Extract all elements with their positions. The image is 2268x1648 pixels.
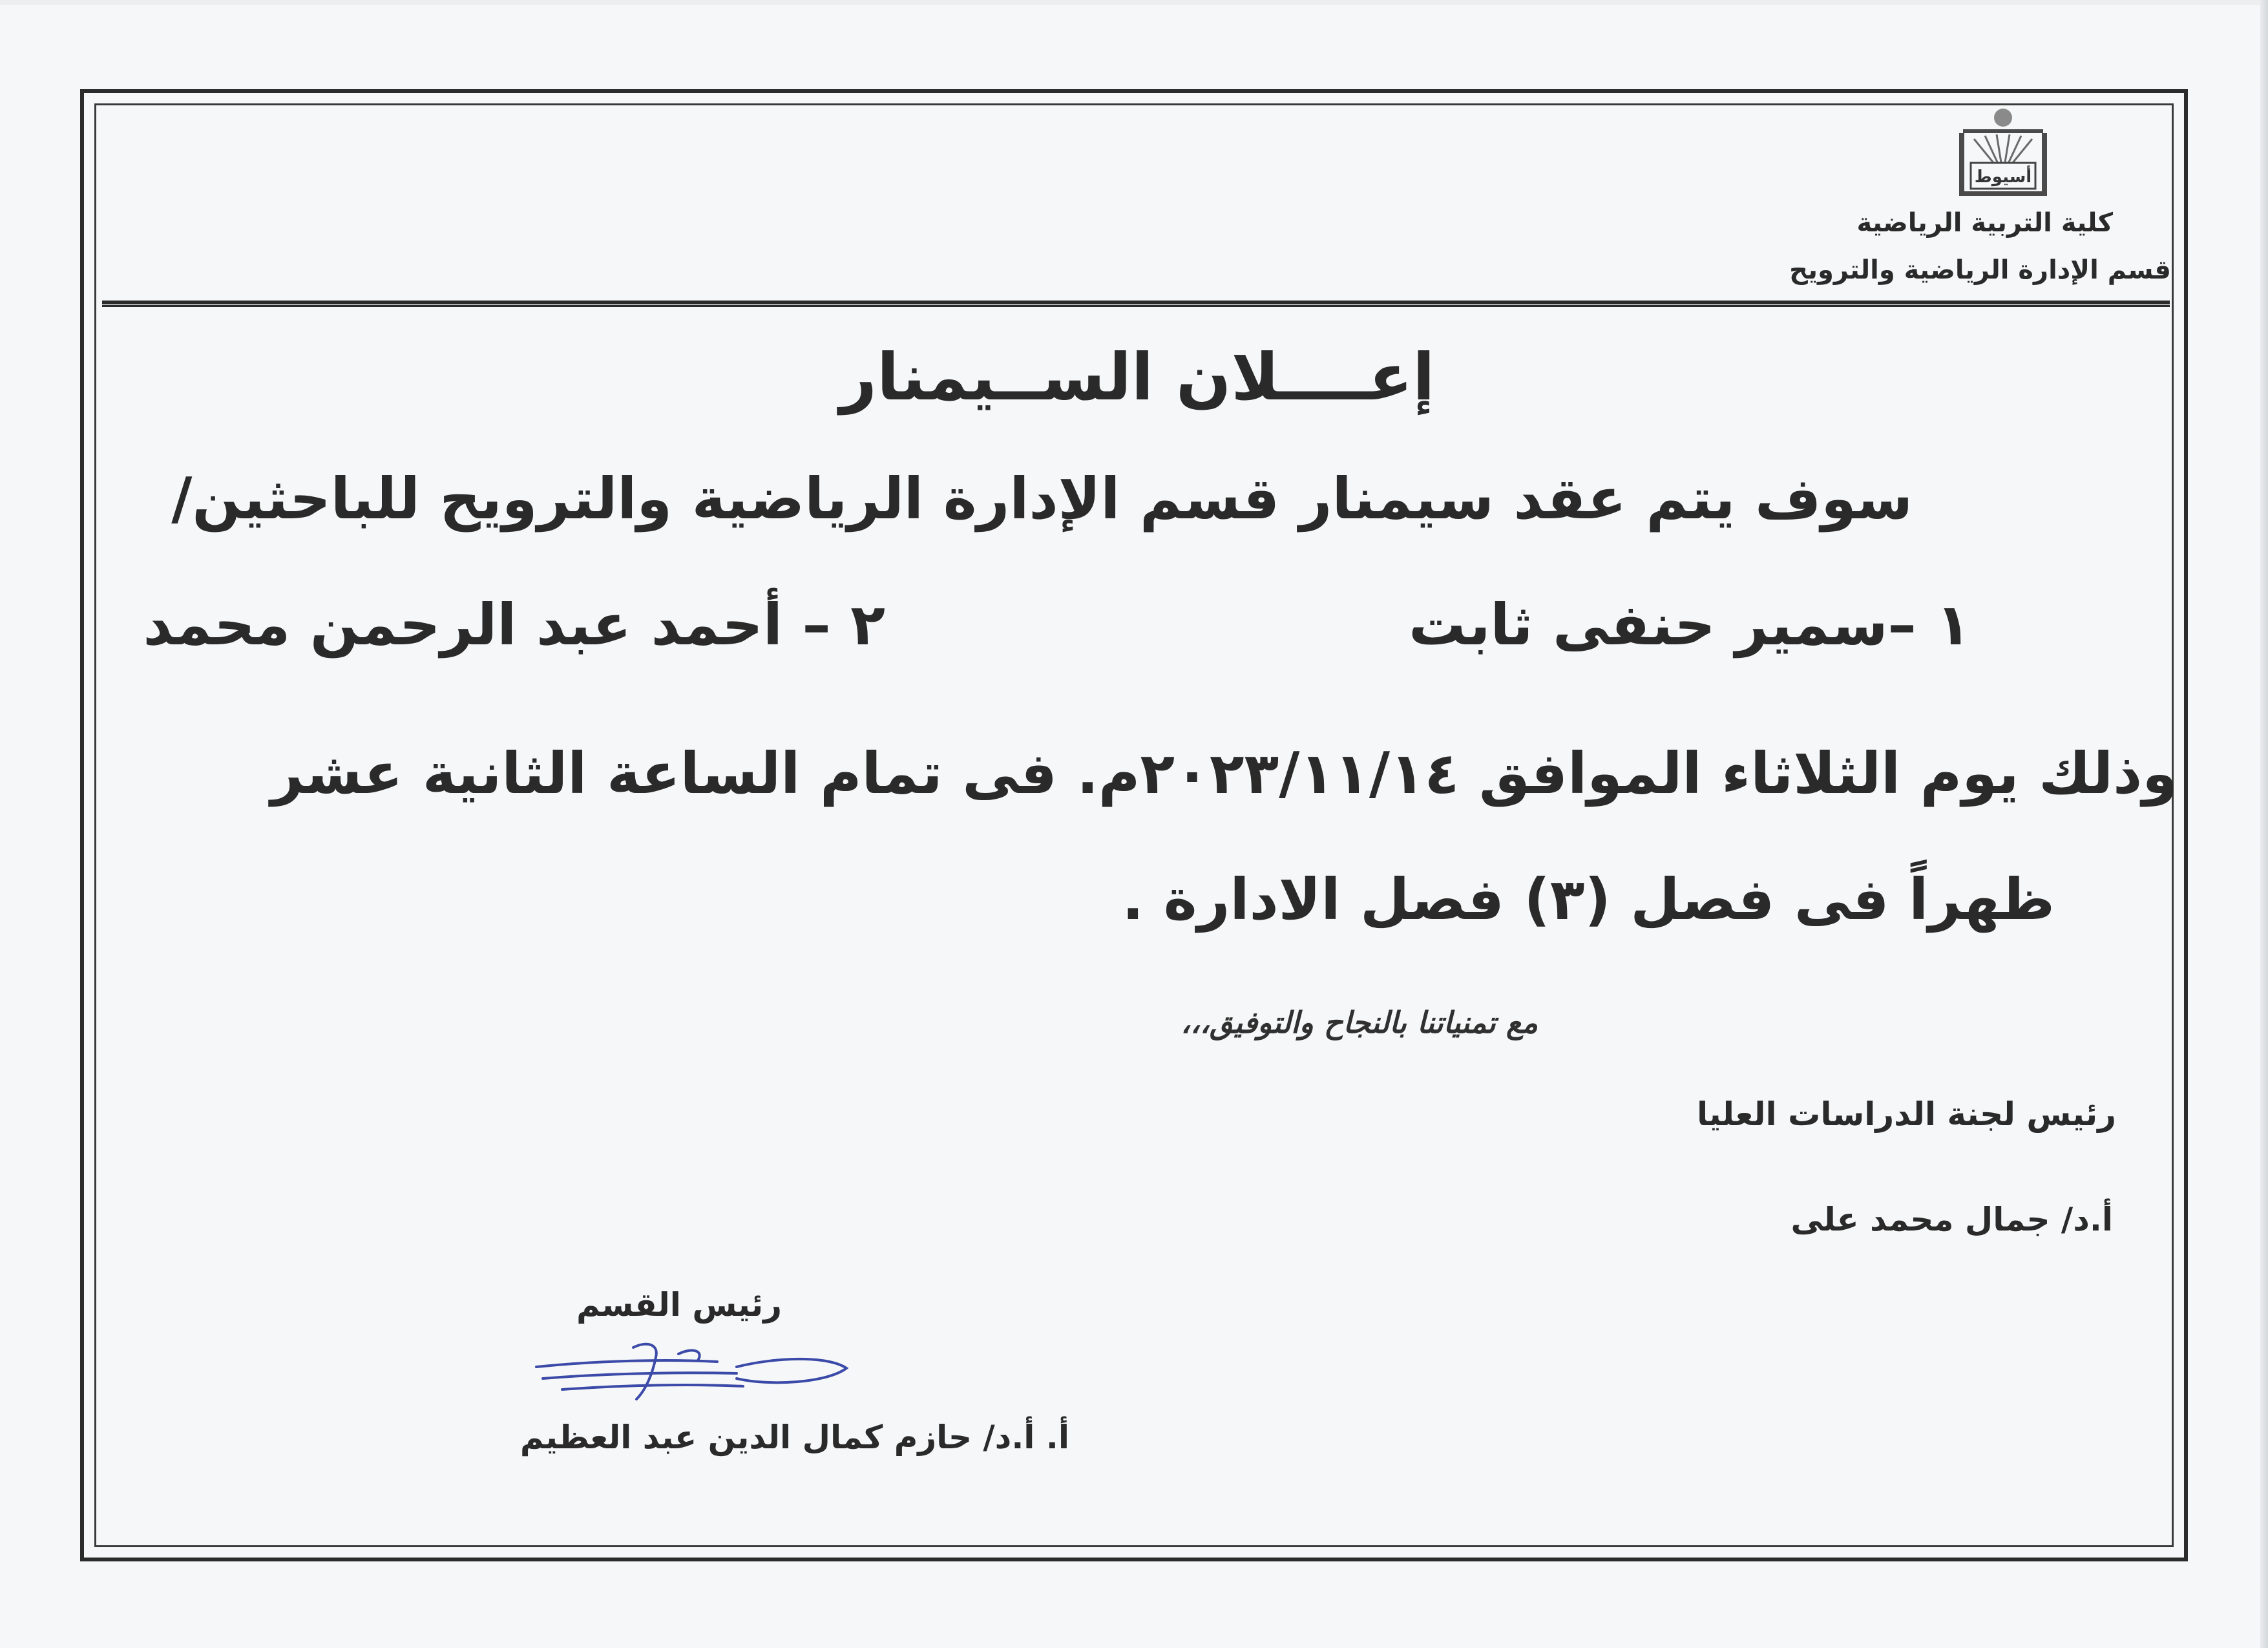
schedule-line-2: ظهراً فى فصل (٣) فصل الادارة . (1122, 866, 2055, 933)
svg-text:أسيوط: أسيوط (1974, 167, 2032, 187)
researcher-1: ١ –سمير حنفى ثابت (1409, 591, 1971, 658)
department-head-title: رئيس القسم (576, 1286, 782, 1324)
handwritten-signature (523, 1322, 859, 1412)
committee-chair-name: أ.د/ جمال محمد على (1790, 1201, 2113, 1238)
wishes-line: مع تمنياتنا بالنجاح والتوفيق،،، (1181, 1005, 1538, 1040)
intro-line: سوف يتم عقد سيمنار قسم الإدارة الرياضية والترويح للباحثين/ (171, 465, 1913, 532)
faculty-name: كلية التربية الرياضية (1856, 208, 2113, 238)
scan-edge (2260, 0, 2268, 1648)
researcher-2: ٢ – أحمد عبد الرحمن محمد (143, 591, 885, 658)
schedule-line-1: وذلك يوم الثلاثاء الموافق ٢٠٢٣/١١/١٤م. فى تمام الساعة الثانية عشر (270, 740, 2178, 807)
announcement-title: إعــــلان الســيمنار (839, 339, 1435, 415)
header-divider (102, 301, 2170, 307)
inner-border (94, 103, 2174, 1547)
department-name: قسم الإدارة الرياضية والترويح (1789, 255, 2171, 285)
scan-edge (0, 0, 2268, 5)
department-head-name: أ. أ.د/ حازم كمال الدين عبد العظيم (520, 1419, 1069, 1456)
university-logo (1945, 103, 2061, 200)
committee-chair-title: رئيس لجنة الدراسات العليا (1696, 1095, 2116, 1133)
